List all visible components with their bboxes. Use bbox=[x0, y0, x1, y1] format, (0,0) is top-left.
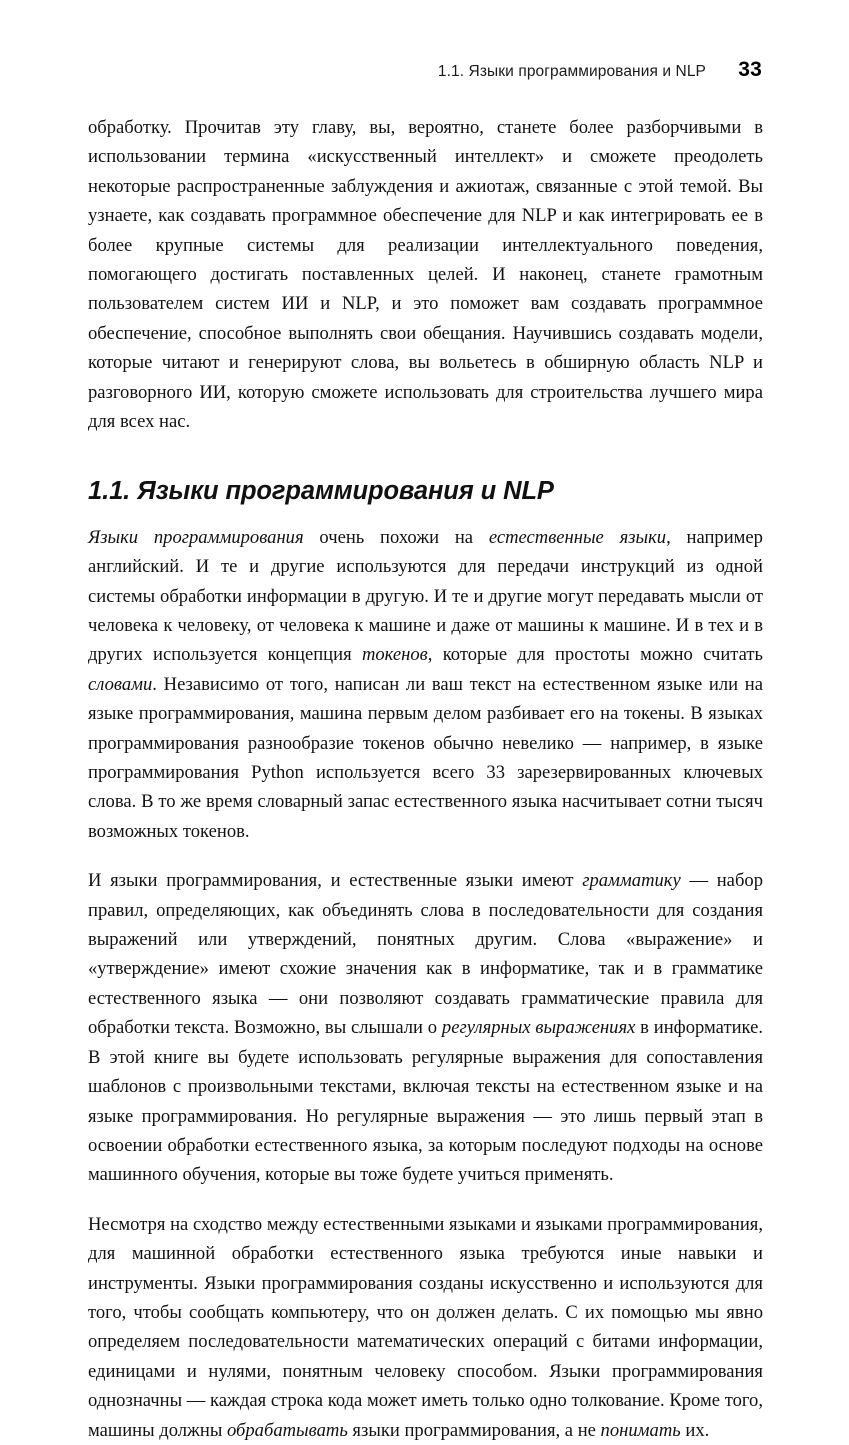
section-heading-1-1: 1.1. Языки программирования и NLP bbox=[88, 477, 554, 506]
paragraph-differences bbox=[88, 1210, 763, 1445]
running-head bbox=[88, 58, 762, 84]
emphasis-text: обрабатывать bbox=[226, 1419, 348, 1441]
emphasis-text: токенов bbox=[361, 644, 428, 666]
body-text-block bbox=[88, 113, 763, 1445]
paragraph-intro bbox=[88, 113, 763, 436]
text-run: очень похожи на bbox=[303, 526, 489, 548]
text-run: — набор правил, определяющих, как объединять слова в последовательности для создания выражений или утверждений, понятных другим. Слова «выражение» и «утверждение» имеют схожие значения как в информатике, так и в грамматике естественного языка — они позволяют создавать грамматические правила для обработки текста. Возможно, вы слышали о bbox=[88, 870, 763, 1039]
paragraph-grammar bbox=[88, 866, 763, 1189]
text-run: Несмотря на сходство между естественными языками и языками программирования, для машинной обработки естественного языка требуются иные навыки и инструменты. Языки программирования созданы искусственно и используются для того, чтобы сообщать компьютеру, что он должен делать. С их помощью мы явно определяем последовательности математических операций с битами информации, единицами и нулями, понятным человеку способом. Языки программирования однозначны — каждая строка кода может иметь только одно толкование. Кроме того, машины должны bbox=[88, 1213, 763, 1441]
emphasis-text: естественные языки bbox=[488, 526, 667, 548]
text-run: , например английский. И те и другие используются для передачи инструкций из одной системы обработки информации в другую. И те и другие могут передавать мысли от человека к человеку, от человека к машине и даже от машины к машине. И в тех и в других используется концепция bbox=[88, 526, 763, 666]
emphasis-text: словами bbox=[88, 673, 153, 695]
paragraph-languages bbox=[88, 523, 763, 846]
text-run: И языки программирования, и естественные языки имеют bbox=[88, 870, 583, 892]
text-run: их. bbox=[680, 1419, 710, 1441]
emphasis-text: грамматику bbox=[582, 870, 681, 892]
text-run: языки программирования, а не bbox=[347, 1419, 601, 1441]
page-number: 33 bbox=[738, 58, 762, 81]
text-run: обработку. Прочитав эту главу, вы, вероятно, станете более разборчивыми в использовании термина «искусственный интеллект» и сможете преодолеть некоторые распространенные заблуждения и ажиотаж, связанные с этой темой. Вы узнаете, как создавать программное обеспечение для NLP и как интегрировать ее в более крупные системы для реализации интеллектуального поведения, помогающего достигать поставленных целей. И наконец, станете грамотным пользователем систем ИИ и NLP, и это поможет вам создавать программное обеспечение, способное выполнять свои обещания. Научившись создавать модели, которые читают и генерируют слова, вы вольетесь в обширную область NLP и разговорного ИИ, которую сможете использовать для строительства лучшего мира для всех нас. bbox=[88, 117, 763, 433]
emphasis-text: понимать bbox=[600, 1419, 681, 1441]
text-run: , которые для простоты можно считать bbox=[427, 644, 764, 666]
text-run: . Независимо от того, написан ли ваш текст на естественном языке или на языке программирования, машина первым делом разбивает его на токены. В языках программирования разнообразие токенов обычно невелико — например, в языке программирования Python используется всего 33 зарезервированных ключевых слова. В то же время словарный запас естественного языка насчитывает сотни тысяч возможных токенов. bbox=[88, 673, 763, 842]
emphasis-text: Языки программирования bbox=[88, 526, 304, 548]
emphasis-text: регулярных выражениях bbox=[441, 1017, 636, 1039]
text-run: в информатике. В этой книге вы будете использовать регулярные выражения для сопоставления шаблонов с произвольными текстами, включая тексты на естественном языке и на языке программирования. Но регулярные выражения — это лишь первый этап в освоении обработки естественного языка, за которым последуют подходы на основе машинного обучения, которые вы тоже будете учиться применять. bbox=[88, 1017, 763, 1186]
running-head-title: 1.1. Языки программирования и NLP bbox=[437, 63, 706, 80]
